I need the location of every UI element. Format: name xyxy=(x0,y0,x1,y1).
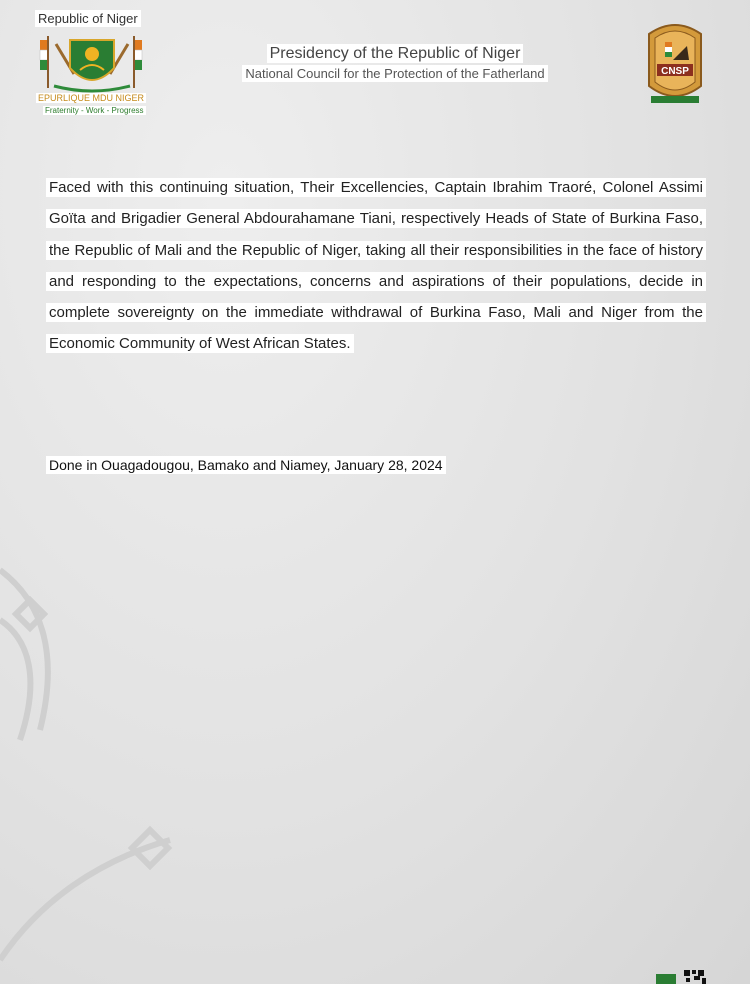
coat-country-label: Republic of Niger xyxy=(35,10,141,27)
page-subtitle: National Council for the Protection of the Fatherland xyxy=(242,65,547,82)
background-watermark xyxy=(0,540,200,984)
coat-motto: Fraternity - Work - Progress xyxy=(45,106,144,115)
cnsp-logo xyxy=(643,20,707,110)
closing-text: Done in Ouagadougou, Bamako and Niamey, January 28, 2024 xyxy=(46,456,446,474)
cnsp-logo-text: CNSP xyxy=(661,66,689,77)
closing-line xyxy=(46,457,446,473)
coat-banner-text: EPURLIQUE MDU NIGER xyxy=(38,93,145,103)
letterhead xyxy=(0,44,750,83)
footer-qr-icon xyxy=(656,968,716,984)
declaration-paragraph xyxy=(46,172,706,360)
page-title: Presidency of the Republic of Niger xyxy=(267,44,524,63)
declaration-text: Faced with this continuing situation, Their Excellencies, Captain Ibrahim Traoré, Colonel Assimi Goïta and Brigadier General Abdourahamane Tiani, respectively Heads of State of Burkina Faso, the Republic of Mali and the Republic of Niger, taking all their responsibilities in the face of history and responding to the expectations, concerns and aspirations of their populations, decide in complete sovereignty on the immediate withdrawal of Burkina Faso, Mali and Niger from the Economic Community of West African States. xyxy=(46,178,706,353)
